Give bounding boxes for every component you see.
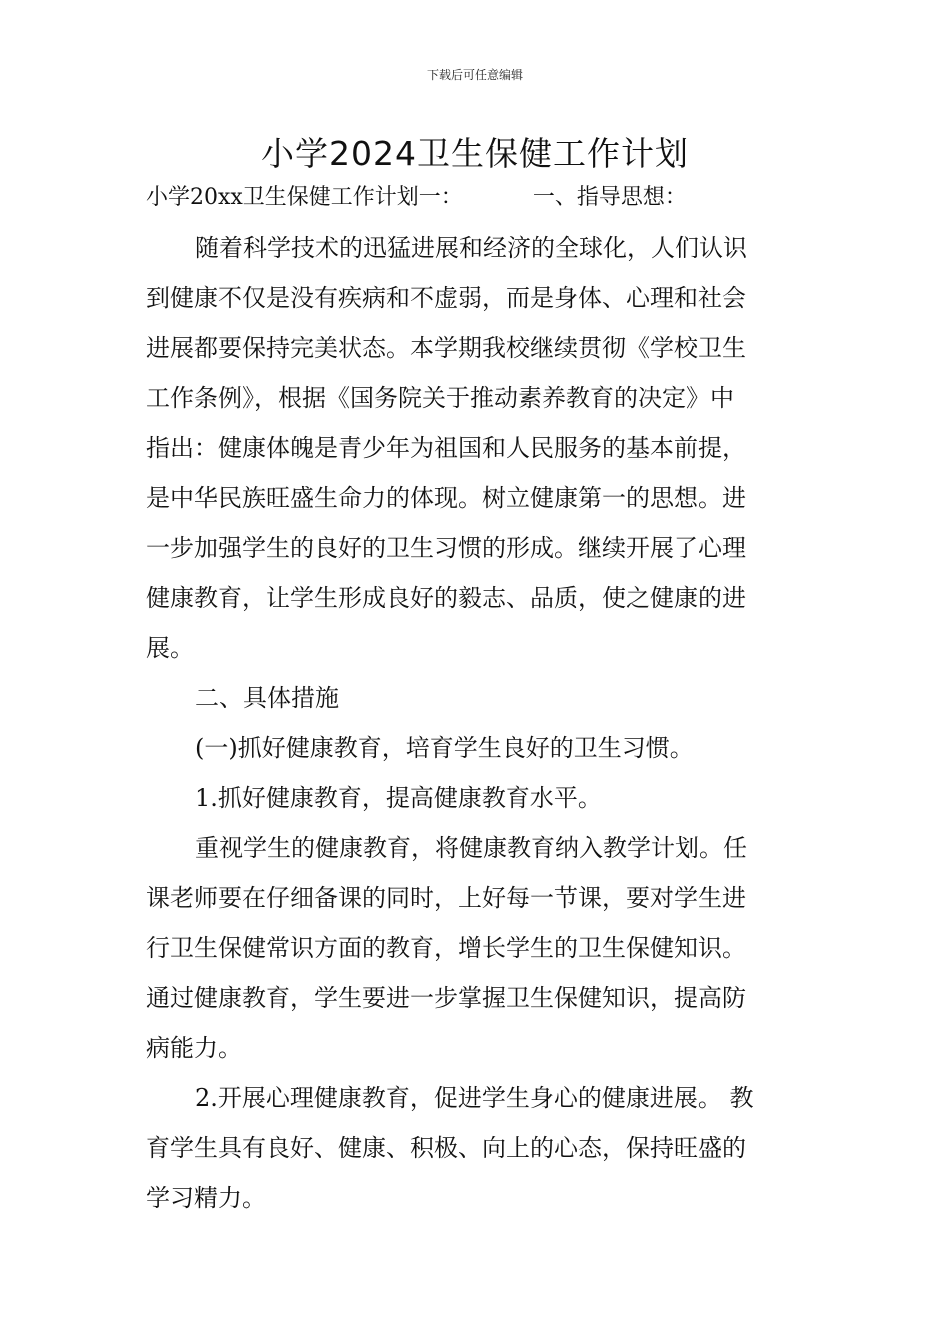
section1-heading: 一、指导思想： bbox=[532, 185, 687, 210]
section2-heading: 二、具体措施 bbox=[195, 684, 339, 712]
paragraph3-line: 育学生具有良好、健康、积极、向上的心态，保持旺盛的 bbox=[146, 1134, 746, 1162]
paragraph2-line: 通过健康教育，学生要进一步掌握卫生保健知识，提高防 bbox=[146, 984, 746, 1012]
paragraph1-line: 展。 bbox=[146, 634, 194, 662]
paragraph1-line: 工作条例》，根据《国务院关于推动素养教育的决定》中 bbox=[146, 384, 734, 412]
document-title: 小学2024卫生保健工作计划 bbox=[261, 134, 689, 173]
intro-line bbox=[146, 183, 687, 213]
paragraph2-line: 重视学生的健康教育，将健康教育纳入教学计划。任 bbox=[195, 834, 747, 862]
paragraph1-line: 健康教育，让学生形成良好的毅志、品质，使之健康的进 bbox=[146, 584, 746, 612]
subsection1-heading: (一)抓好健康教育，培育学生良好的卫生习惯。 bbox=[195, 734, 694, 762]
paragraph1-line: 随着科学技术的迅猛进展和经济的全球化，人们认识 bbox=[195, 234, 747, 262]
paragraph1-line: 一步加强学生的良好的卫生习惯的形成。继续开展了心理 bbox=[146, 534, 746, 562]
paragraph1-line: 是中华民族旺盛生命力的体现。树立健康第一的思想。进 bbox=[146, 484, 746, 512]
paragraph1-line: 到健康不仅是没有疾病和不虚弱，而是身体、心理和社会 bbox=[146, 284, 746, 312]
item1-heading: 1.抓好健康教育，提高健康教育水平。 bbox=[195, 784, 602, 812]
paragraph2-line: 行卫生保健常识方面的教育，增长学生的卫生保健知识。 bbox=[146, 934, 746, 962]
paragraph3-line: 学习精力。 bbox=[146, 1184, 266, 1212]
intro-subtitle: 小学20xx卫生保健工作计划一： bbox=[146, 185, 463, 210]
paragraph1-line: 指出：健康体魄是青少年为祖国和人民服务的基本前提， bbox=[146, 434, 746, 462]
paragraph3-line: 2.开展心理健康教育，促进学生身心的健康进展。 教 bbox=[195, 1084, 754, 1112]
paragraph2-line: 课老师要在仔细备课的同时，上好每一节课，要对学生进 bbox=[146, 884, 746, 912]
paragraph1-line: 进展都要保持完美状态。本学期我校继续贯彻《学校卫生 bbox=[146, 334, 746, 362]
header-note: 下载后可任意编辑 bbox=[426, 68, 523, 82]
paragraph2-line: 病能力。 bbox=[146, 1034, 242, 1062]
